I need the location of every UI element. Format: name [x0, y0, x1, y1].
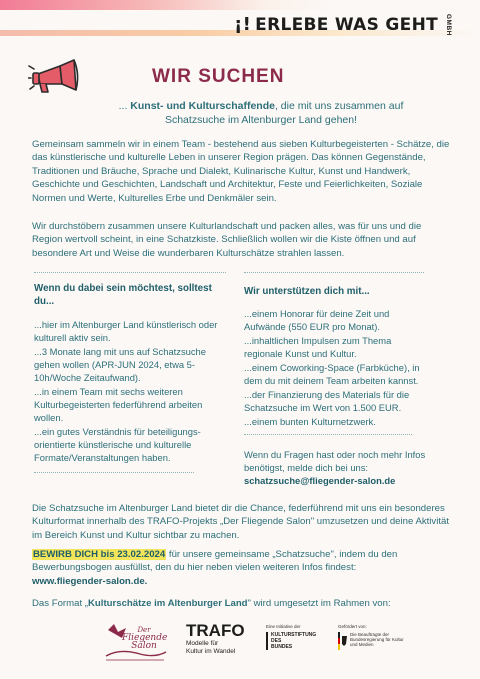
- trafo-sub1: Modelle für: [186, 640, 219, 647]
- paragraph-chance: Die Schatzsuche im Altenburger Land bietet dir die Chance, federführend mit uns ein besonderes Kulturformat innerhalb des TRAFO-Projekts „Der Fliegende Salon" umzusetzen und deine Aktivität im Bereich Kunst und Kultur sichtbar zu machen.: [32, 503, 450, 541]
- divider-right-top: [244, 272, 424, 273]
- format-pre: Das Format „: [32, 598, 88, 609]
- brand-name: ERLEBE WAS GEHT: [255, 15, 438, 35]
- right-item-4: ...der Finanzierung des Materials für die Schatzsuche im Wert von 1.500 EUR.: [244, 389, 410, 413]
- right-item-2: ...inhaltlichen Impulsen zum Thema regionale Kunst und Kultur.: [244, 335, 392, 359]
- left-column-heading: Wenn du dabei sein möchtest, solltest du...: [34, 283, 212, 307]
- apply-text: für unsere gemeinsame „Schatzsuche", indem du den Bewerbungsbogen ausfüllst, den du hier neben vielen weiteren Infos findest:: [32, 549, 398, 574]
- contact-block: [244, 448, 428, 487]
- bund-caption: Gefördert von:: [338, 624, 367, 629]
- intro-text: [96, 99, 426, 127]
- divider-right-mid: [244, 434, 412, 435]
- divider-left-top: [34, 272, 226, 273]
- megaphone-icon: [28, 54, 88, 100]
- salon-logo-line1: Der: [137, 626, 151, 634]
- paragraph-treasure: Wir durchstöbern zusammen unsere Kulturlandschaft und packen alles, was für uns und die Region wertvoll scheint, in eine Schatzkiste. Schließlich wollen wir die Kiste öffnen und auf besondere Art und Weise die wunderbaren Kulturschätze strahlen lassen.: [32, 221, 422, 259]
- website-link[interactable]: www.fliegender-salon.de.: [32, 575, 148, 587]
- paragraph-apply: [32, 548, 450, 588]
- paragraph-team: Gemeinsam sammeln wir in einem Team - bestehend aus sieben Kulturbegeisterten - Schätze, die das künstlerische und kulturelle Leben in unserer Region prägen. Das können Gegenstände, Traditionen und Bräuche, Sprache und Dialekt, Kulinarische Kultur, Kunst und Handwerk, Geschichte und Geschichten, Landschaft und Architektur, Feste und Feierlichkeiten, Soziale Normen und Werte, Kulturelles Erbe und Denkmäler sein.: [32, 139, 450, 204]
- left-item-2: ...3 Monate lang mit uns auf Schatzsuche gehen wollen (APR-JUN 2024, etwa 5-10h/Woche Zeitaufwand).: [34, 346, 206, 383]
- intro-lead: ...: [118, 100, 131, 112]
- trafo-sub2: Kultur im Wandel: [186, 648, 236, 655]
- ks-caption: Eine Initiative der: [266, 624, 301, 629]
- page-title: WIR SUCHEN: [152, 66, 285, 87]
- fliegender-salon-logo: [100, 620, 170, 664]
- brand-logo: [234, 14, 438, 35]
- intro-rest: , die mit uns zusammen auf Schatzsuche im Altenburger Land gehen!: [164, 100, 404, 126]
- format-post: " wird umgesetzt im Rahmen von:: [247, 598, 391, 609]
- brand-suffix: GMBH: [445, 14, 452, 36]
- ks-name1: KULTURSTIFTUNG: [271, 632, 317, 638]
- salon-logo-line2: Fliegende: [122, 633, 168, 643]
- right-item-5: ...einem bunten Kulturnetzwerk.: [244, 416, 376, 427]
- paragraph-format: [32, 597, 450, 610]
- right-column-heading: Wir unterstützen dich mit...: [244, 286, 370, 297]
- right-item-3: ...einem Coworking-Space (Farbküche), in dem du mit deinem Team arbeiten kannst.: [244, 362, 420, 386]
- bund-text: Die Beauftragte der Bundesregierung für Kultur und Medien: [350, 632, 404, 647]
- right-item-1: ...einem Honorar für deine Zeit und Aufwände (550 EUR pro Monat).: [244, 308, 390, 332]
- sponsor-logos: [100, 620, 440, 666]
- intro-highlight: Kunst- und Kulturschaffende: [130, 100, 275, 112]
- kulturstiftung-logo: [266, 624, 328, 664]
- bund-logo: [338, 624, 418, 664]
- salon-logo-line3: Salon: [131, 641, 157, 651]
- contact-email-link[interactable]: schatzsuche@fliegender-salon.de: [244, 475, 396, 486]
- divider-left-bottom: [34, 472, 194, 473]
- format-name: Kulturschätze im Altenburger Land: [87, 598, 248, 609]
- deadline-highlight: BEWIRB DICH bis 23.02.2024: [33, 549, 166, 560]
- left-column: [34, 282, 226, 465]
- trafo-logo: [186, 622, 256, 664]
- left-item-3: ...in einem Team mit sechs weiteren Kulturbegeisterten federführend arbeiten wollen.: [34, 386, 203, 423]
- brand-mark: ¡!: [234, 14, 252, 35]
- contact-text: Wenn du Fragen hast oder noch mehr Infos benötigst, melde dich bei uns:: [244, 449, 426, 473]
- left-item-1: ...hier im Altenburger Land künstlerisch oder kulturell aktiv sein.: [34, 319, 218, 343]
- left-item-4: ...ein gutes Verständnis für beteiligungs-orientierte künstlerische und kulturelle Formate/Veranstaltungen haben.: [34, 426, 201, 463]
- trafo-name: TRAFO: [186, 621, 245, 640]
- federal-eagle-icon: [338, 632, 348, 650]
- right-column: [244, 285, 428, 429]
- ks-name2: DES: [271, 638, 282, 644]
- ks-name3: BUNDES: [271, 644, 293, 650]
- top-color-bar: [0, 0, 480, 10]
